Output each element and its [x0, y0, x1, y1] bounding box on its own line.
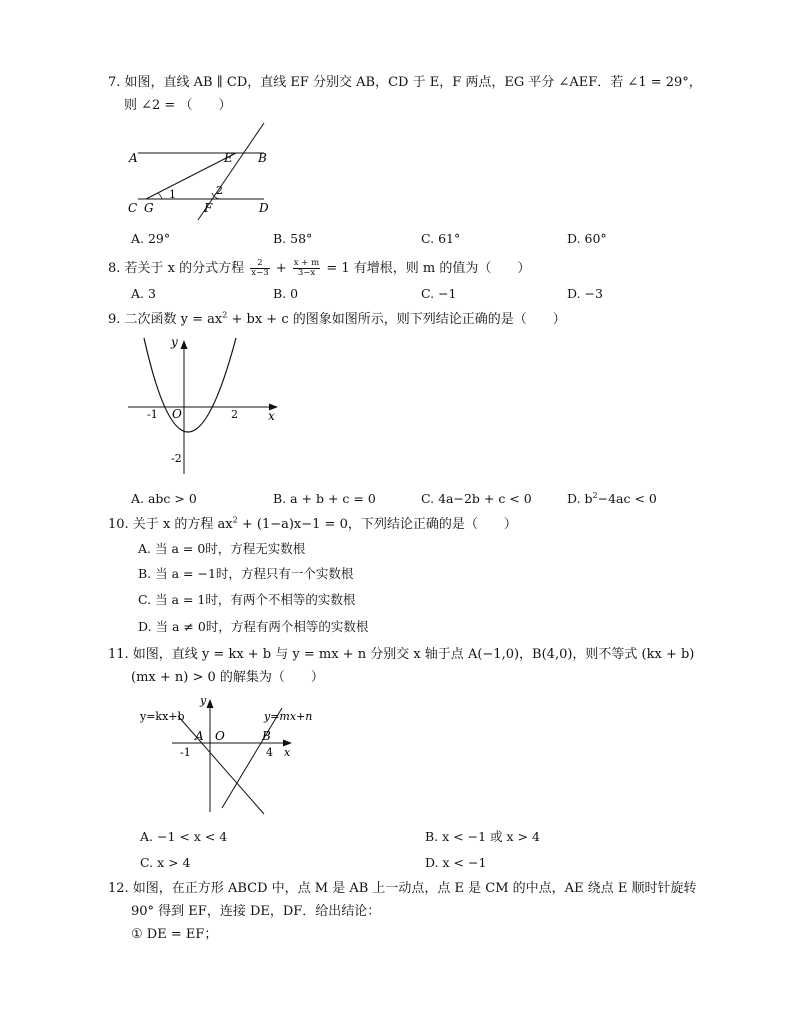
- q11-option-d: D. x < −1: [425, 855, 487, 870]
- q11-label-O: O: [215, 729, 225, 743]
- q8-frac1-denominator: x−3: [251, 268, 269, 278]
- q10-stem-sup: 2: [232, 515, 238, 525]
- q11-label-line2: y=mx+n: [264, 710, 313, 723]
- q10-option-d: D. 当 a ≠ 0时，方程有两个相等的实数根: [138, 619, 369, 634]
- q7-stem-line1: 7. 如图，直线 AB ∥ CD，直线 EF 分别交 AB，CD 于 E，F 两点，EG 平分 ∠AEF．若 ∠1 = 29°，: [108, 75, 702, 90]
- q10-option-c: C. 当 a = 1时，有两个不相等的实数根: [138, 592, 356, 607]
- q11-label-B: B: [262, 729, 271, 743]
- q11-label-line1: y=kx+b: [140, 710, 185, 723]
- q8-fraction-2: [293, 259, 320, 278]
- q7-label-angle2: 2: [216, 184, 223, 197]
- q8-fraction-1: [250, 259, 269, 278]
- q9-label-x: x: [268, 409, 275, 423]
- q7-label-A: A: [129, 151, 138, 165]
- q11-option-b: B. x < −1 或 x > 4: [425, 829, 540, 844]
- q11-option-c: C. x > 4: [140, 855, 191, 870]
- q8-option-a: A. 3: [131, 286, 156, 301]
- q8-frac2-numerator: x + m: [293, 258, 320, 268]
- q11-stem-line1: 11. 如图，直线 y = kx + b 与 y = mx + n 分别交 x 轴于点 A(−1,0)，B(4,0)，则不等式 (kx + b): [108, 647, 695, 662]
- q9-label-origin: O: [172, 407, 182, 421]
- q9-option-d-pre: D. b: [567, 491, 593, 506]
- q9-label-minus1: -1: [147, 408, 158, 421]
- q9-option-b: B. a + b + c = 0: [273, 491, 376, 506]
- q7-stem-line2: 则 ∠2 = （ ）: [124, 98, 232, 113]
- q9-figure: [124, 334, 284, 480]
- q7-label-E: E: [224, 151, 233, 165]
- q10-option-a: A. 当 a = 0时，方程无实数根: [138, 541, 306, 556]
- q9-stem-post: + bx + c 的图象如图所示，则下列结论正确的是（ ）: [227, 312, 566, 327]
- q11-option-a: A. −1 < x < 4: [140, 829, 228, 844]
- q9-label-minus2: -2: [171, 452, 182, 465]
- q10-stem-pre: 10. 关于 x 的方程 ax: [108, 517, 233, 532]
- q7-label-G: G: [144, 201, 154, 215]
- q7-label-B: B: [258, 151, 267, 165]
- q12-stem-line2: 90° 得到 EF，连接 DE，DF．给出结论：: [131, 904, 381, 919]
- q8-frac1-numerator: 2: [250, 259, 269, 269]
- q9-option-d-sup: 2: [592, 490, 598, 500]
- q7-option-c: C. 61°: [421, 231, 461, 246]
- q8-plus: +: [275, 261, 287, 276]
- q9-option-d: [567, 491, 657, 507]
- q8-stem: [108, 258, 530, 280]
- q9-option-c: C. 4a−2b + c < 0: [421, 491, 532, 506]
- q9-stem: [108, 311, 566, 329]
- q8-option-c: C. −1: [421, 286, 457, 301]
- q7-figure: [124, 118, 284, 222]
- q9-stem-pre: 9. 二次函数 y = ax: [108, 312, 223, 327]
- q7-option-d: D. 60°: [567, 231, 607, 246]
- q7-label-angle1: 1: [169, 188, 176, 201]
- q11-label-minus1: -1: [180, 746, 191, 759]
- q8-option-d: D. −3: [567, 286, 603, 301]
- q10-stem: [108, 516, 517, 534]
- q9-label-y: y: [171, 335, 178, 349]
- q9-option-a: A. abc > 0: [131, 491, 197, 506]
- q10-option-b: B. 当 a = −1时，方程只有一个实数根: [138, 566, 354, 581]
- q8-stem-suffix: = 1 有增根，则 m 的值为（ ）: [326, 261, 531, 276]
- q7-label-C: C: [128, 201, 138, 215]
- q7-label-F: F: [204, 201, 213, 215]
- q11-label-x: x: [284, 746, 291, 759]
- q11-label-y: y: [200, 694, 207, 707]
- q11-label-A: A: [195, 729, 204, 743]
- q12-item-1: ① DE = EF；: [131, 927, 218, 942]
- q11-figure: [138, 694, 338, 816]
- q7-option-a: A. 29°: [131, 231, 171, 246]
- q7-label-D: D: [259, 201, 269, 215]
- q11-stem-line2: (mx + n) > 0 的解集为（ ）: [131, 670, 324, 685]
- q9-label-2: 2: [231, 408, 238, 421]
- q9-option-d-post: −4ac < 0: [597, 491, 657, 506]
- q8-stem-prefix: 8. 若关于 x 的分式方程: [108, 261, 245, 276]
- q9-stem-sup: 2: [222, 310, 228, 320]
- q12-stem-line1: 12. 如图，在正方形 ABCD 中，点 M 是 AB 上一动点，点 E 是 CM 的中点，AE 绕点 E 顺时针旋转: [108, 881, 697, 896]
- q10-stem-post: + (1−a)x−1 = 0，下列结论正确的是（ ）: [237, 517, 517, 532]
- q8-frac2-denominator: 3−x: [297, 268, 316, 278]
- q7-option-b: B. 58°: [273, 231, 313, 246]
- q8-option-b: B. 0: [273, 286, 299, 301]
- q11-label-4: 4: [266, 746, 273, 759]
